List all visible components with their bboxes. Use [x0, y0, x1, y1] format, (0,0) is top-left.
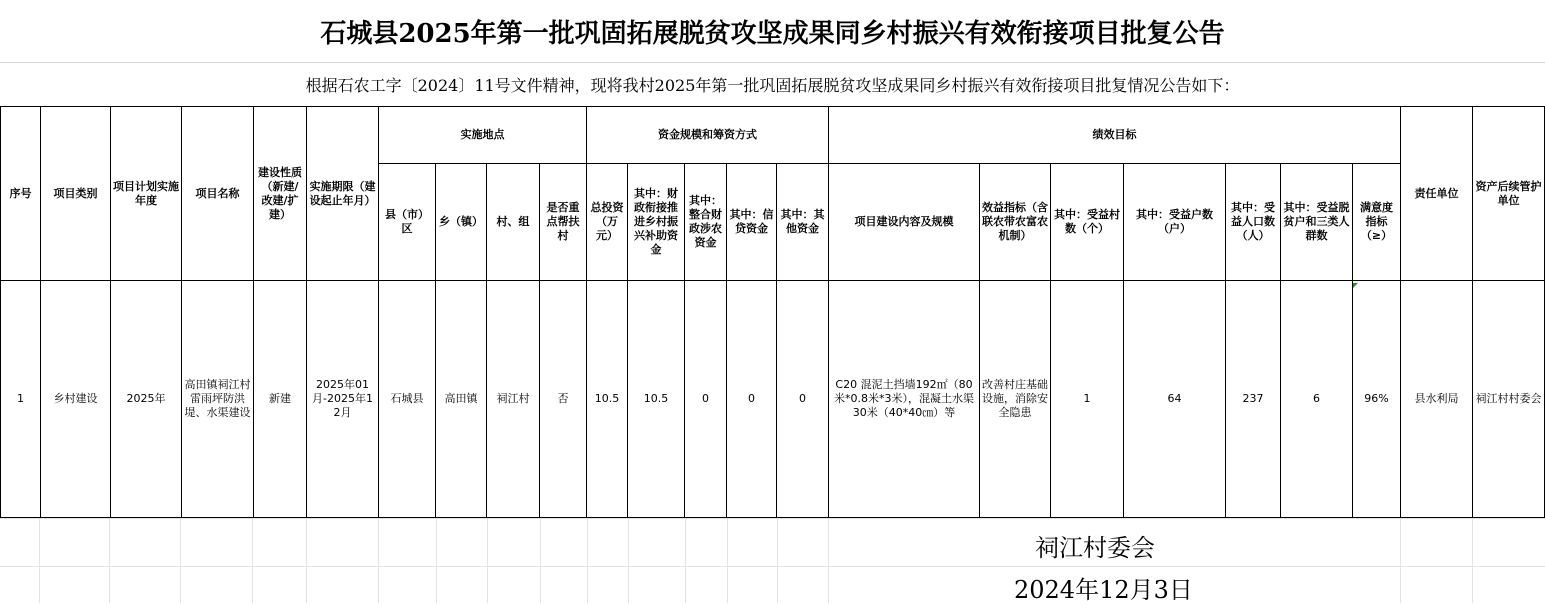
cell-benefit-villages: 1: [1051, 281, 1124, 518]
cell-total-investment: 10.5: [587, 281, 628, 518]
header-key-village: 是否重点帮扶村: [540, 164, 587, 281]
header-village: 村、组: [487, 164, 540, 281]
announcement-subtitle: 根据石农工字〔2024〕11号文件精神，现将我村2025年第一批巩固拓展脱贫攻坚成果同乡村振兴有效衔接项目批复情况公告如下：: [305, 75, 1240, 95]
cell-fiscal-subsidy: 10.5: [628, 281, 685, 518]
cell-other-funds: 0: [777, 281, 829, 518]
cell-county: 石城县: [379, 281, 436, 518]
cell-township: 高田镇: [436, 281, 487, 518]
header-credit-funds: 其中：信贷资金: [727, 164, 777, 281]
header-poor-households: 其中：受益脱贫户和三类人群数: [1281, 164, 1353, 281]
cell-village: 祠江村: [487, 281, 540, 518]
cell-nature: 新建: [254, 281, 307, 518]
header-township: 乡（镇）: [436, 164, 487, 281]
cell-integrated-funds: 0: [685, 281, 727, 518]
header-other-funds: 其中：其他资金: [777, 164, 829, 281]
header-category: 项目类别: [41, 107, 111, 281]
header-benefit-households: 其中：受益户数（户）: [1124, 164, 1226, 281]
cell-benefit-households: 64: [1124, 281, 1226, 518]
cell-content-scale: C20 混泥土挡墙192㎡（80米*0.8米*3米），混凝土水渠30米（40*40㎝）等: [829, 281, 980, 518]
cell-credit-funds: 0: [727, 281, 777, 518]
cell-period: 2025年01月-2025年12月: [307, 281, 379, 518]
cell-poor-households: 6: [1281, 281, 1353, 518]
cell-seq: 1: [1, 281, 41, 518]
header-funding-group: 资金规模和筹资方式: [587, 107, 829, 164]
project-table: [0, 106, 1545, 518]
announcement-title: 石城县2025年第一批巩固拓展脱贫攻坚成果同乡村振兴有效衔接项目批复公告: [0, 0, 1545, 63]
header-satisfaction: 满意度指标（≥）: [1353, 164, 1401, 281]
header-content-scale: 项目建设内容及规模: [829, 164, 980, 281]
header-period: 实施期限（建设起止年月）: [307, 107, 379, 281]
header-performance-group: 绩效目标: [829, 107, 1401, 164]
table-row: [1, 281, 1545, 518]
cell-benefit-indicator: 改善村庄基础设施，消除安全隐患: [980, 281, 1051, 518]
footer-gridlines: [0, 518, 1545, 603]
cell-project-name: 高田镇祠江村雷雨坪防洪堤、水渠建设: [182, 281, 254, 518]
signature-org: 祠江村委会: [1035, 534, 1155, 562]
header-benefit-population: 其中：受益人口数（人）: [1226, 164, 1281, 281]
header-plan-year: 项目计划实施年度: [111, 107, 182, 281]
cell-satisfaction: 96%: [1353, 281, 1401, 518]
cell-category: 乡村建设: [41, 281, 111, 518]
header-total-investment: 总投资（万元）: [587, 164, 628, 281]
header-project-name: 项目名称: [182, 107, 254, 281]
header-benefit-villages: 其中：受益村数（个）: [1051, 164, 1124, 281]
signature-date: 2024年12月3日: [1014, 576, 1193, 604]
header-county: 县（市）区: [379, 164, 436, 281]
cell-key-village: 否: [540, 281, 587, 518]
cell-comment-marker: [1353, 283, 1358, 288]
header-asset-management: 资产后续管护单位: [1473, 107, 1545, 281]
header-seq: 序号: [1, 107, 41, 281]
header-benefit-indicator: 效益指标（含联农带农富农机制）: [980, 164, 1051, 281]
header-integrated-funds: 其中：整合财政涉农资金: [685, 164, 727, 281]
header-responsible-unit: 责任单位: [1401, 107, 1473, 281]
header-nature: 建设性质（新建/改建/扩建）: [254, 107, 307, 281]
header-location-group: 实施地点: [379, 107, 587, 164]
cell-asset-management: 祠江村村委会: [1473, 281, 1545, 518]
cell-responsible-unit: 县水利局: [1401, 281, 1473, 518]
cell-plan-year: 2025年: [111, 281, 182, 518]
cell-benefit-population: 237: [1226, 281, 1281, 518]
header-fiscal-subsidy: 其中：财政衔接推进乡村振兴补助资金: [628, 164, 685, 281]
